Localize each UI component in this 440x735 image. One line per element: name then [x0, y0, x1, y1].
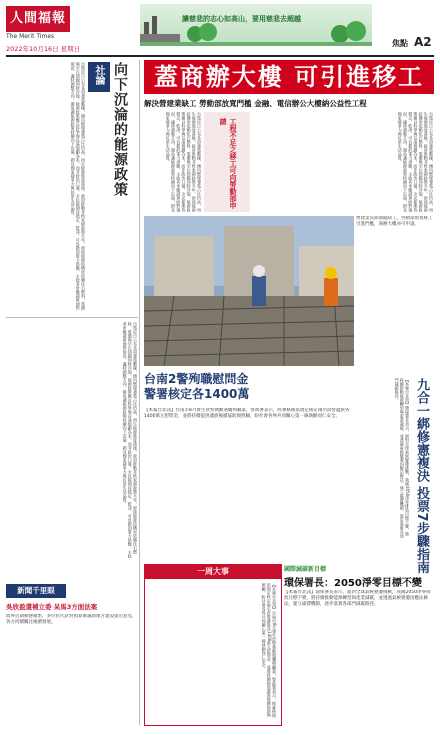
news-box-headline: 吳欣盈還補立委 呆馬3方面法案 [6, 603, 98, 611]
page-code: A2 [414, 35, 432, 49]
side-headline: 九合一綁修憲複決 投票7步驟指南 [414, 378, 429, 574]
news-box-body: 政界近期動態頻繁，多位民代針對預算審議與地方建設提出意見，各方持續關注後續發展。 [6, 614, 137, 625]
factory-illustration [140, 4, 372, 46]
editorial-body: 台電近日公布各項發電數據，國內燃煤發電占比仍高，再生能源進度落後。政府推動非核家園政策多年，卻使能源結構更依賴化石燃料，電價與空污問題同時浮現。能源政策應以科學與長遠規劃為本，而非政治口號。全民都期待穩定、乾淨、可負擔的電力供應，主政者更應誠實面對現況，適時調整方向，避免讓能源政策持續向下沉淪，損及國家競爭力與民眾生活品質。 [70, 62, 86, 310]
police-story-body: 【本報台北訊】台南市8月發生員警執勤遇襲殉職案，警政署表示，經審核後依規定核定兩名員警遺族各1400萬元慰問金，並將持續提供遺族後續協助與照顧，盼社會各界共同關心第一線執勤同仁安全。 [144, 408, 350, 419]
masthead [0, 0, 440, 60]
editorial-body-continued: 台電近日公布各項發電數據，國內燃煤發電占比仍高，再生能源進度落後。政府推動非核家園政策多年，卻使能源結構更依賴化石燃料，電價與空污問題同時浮現。能源政策應以科學與長遠規劃為本，而非政治口號。全民都期待穩定、乾淨、可負擔的電力供應，主政者更應誠實面對現況，適時調整方向，避免讓能源政策持續向下沉淪，損及國家競爭力與民眾生活品質。 [122, 322, 138, 558]
env-story-title: 環保署長：2050淨零目標不變 [284, 578, 422, 589]
column-divider-left [139, 60, 140, 725]
section-label: 焦點 [392, 39, 408, 48]
env-story [284, 564, 434, 724]
weekly-column-title: 一周大事 [145, 565, 281, 579]
env-story-body: 【本報台北訊】環保署長表示，面對全球氣候變遷挑戰，我國2050淨零排放目標不變，將持續推動能源轉型與產業減碳，並透過氣候變遷因應法修法，建立碳費機制，逐步落實各部門減碳路徑。 [284, 590, 431, 607]
main-headline: 蓋商辦大樓 可引進移工 [144, 60, 434, 94]
editorial-title: 向下沉淪的能源政策 [112, 62, 128, 197]
lead-story-body-2: 台電近日公布各項發電數據，國內燃煤發電占比仍高，再生能源進度落後。政府推動非核家園政策多年，卻使能源結構更依賴化石燃料，電價與空污問題同時浮現。能源政策應以科學與長遠規劃為本，而非政治口號。全民都期待穩定、乾淨、可負擔的電力供應，主政者更應誠實面對現況，適時調整方向，避免讓能源政策持續向下沉淪，損及國家競爭力與民眾生活品質。 [397, 112, 434, 212]
lead-story-body: 台電近日公布各項發電數據，國內燃煤發電占比仍高，再生能源進度落後。政府推動非核家園政策多年，卻使能源結構更依賴化石燃料，電價與空污問題同時浮現。能源政策應以科學與長遠規劃為本，而非政治口號。全民都期待穩定、乾淨、可負擔的電力供應，主政者更應誠實面對現況，適時調整方向，避免讓能源政策持續向下沉淪，損及國家競爭力與民眾生活品質。 [165, 112, 202, 212]
english-name: The Merit Times [6, 33, 55, 40]
sub-headline: 解決營建業缺工 勞動部放寬門檻 金融、電信辦公大樓納公益性工程 [144, 99, 367, 108]
news-box [6, 584, 138, 724]
police-story [144, 372, 352, 560]
slogan-text: 讓慈悲的志心如高山，要用慈悲去超越 [182, 15, 301, 23]
editorial-tag: 社論 [88, 62, 110, 92]
editorial [6, 60, 138, 580]
logo: 人間福報 [6, 6, 70, 32]
side-story-body: 【本報台北訊】環保署長表示，面對全球氣候變遷挑戰，我國2050淨零排放目標不變，將持續推動能源轉型與產業減碳，並透過氣候變遷因應法修法，建立碳費機制，逐步落實各部門減碳路徑。 [394, 378, 410, 538]
police-story-title: 台南2警殉職慰問金 警署核定各1400萬 [144, 372, 250, 401]
construction-scene [144, 216, 354, 366]
date-line: 2022年10月16日 星期日 [6, 45, 81, 53]
pull-quote [204, 112, 250, 212]
weekly-column [144, 564, 282, 726]
photo-caption: 營建業長期面臨缺工，勞動部放寬移工引進門檻，商辦大樓亦可申請。 [356, 216, 433, 227]
masthead-divider [6, 55, 434, 57]
editorial-divider [6, 317, 138, 318]
env-kicker: 國際減碳新目標 [284, 566, 327, 573]
weekly-column-body: 【本報台北訊】台南市8月發生員警執勤遇襲殉職案，警政署表示，經審核後依規定核定兩名員警遺族各1400萬元慰問金，並將持續提供遺族後續協助與照顧，盼社會各界共同關心第一線執勤同仁安全。 [261, 583, 277, 718]
construction-photo [144, 216, 354, 366]
news-box-title: 新聞千里眼 [6, 584, 66, 598]
slogan-banner [140, 4, 372, 46]
pull-quote-text: 工程不足之移工可向勞動部申請 [219, 118, 237, 209]
